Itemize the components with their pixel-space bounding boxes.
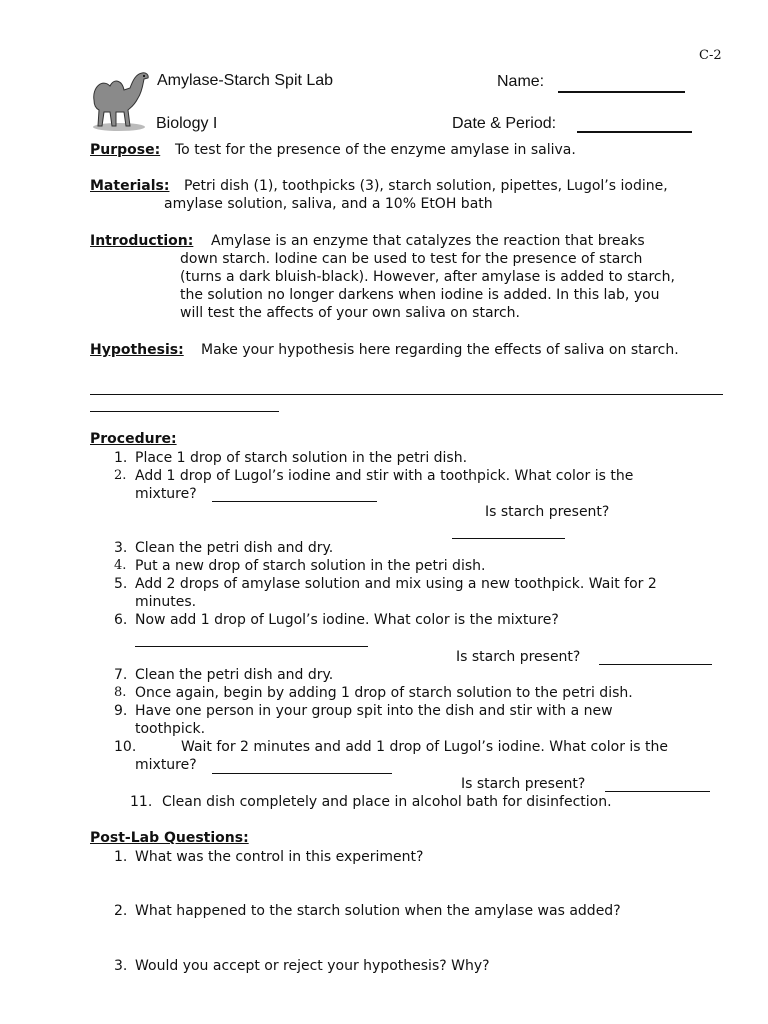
purpose-text: To test for the presence of the enzyme amylase in saliva. — [175, 142, 576, 158]
introduction-line-5: will test the affects of your own saliva on starch. — [180, 305, 520, 321]
step-number: 7. — [114, 667, 128, 683]
color-answer-blank-1[interactable] — [212, 501, 377, 502]
step-text-continued: mixture? — [135, 486, 197, 502]
step-number: 2. — [114, 468, 127, 483]
step-number: 1. — [114, 450, 128, 466]
color-answer-blank-2[interactable] — [135, 646, 368, 647]
starch-answer-blank-2[interactable] — [599, 664, 712, 665]
name-label: Name: — [497, 73, 545, 90]
step-text: Wait for 2 minutes and add 1 drop of Lugol’s iodine. What color is the — [181, 739, 669, 755]
step-number: 11. — [130, 794, 153, 810]
date-period-label: Date & Period: — [452, 115, 557, 132]
starch-present-question: Is starch present? — [485, 504, 610, 520]
question-text: What happened to the starch solution when the amylase was added? — [135, 903, 621, 919]
step-number: 10. — [114, 739, 137, 755]
step-number: 9. — [114, 703, 128, 719]
question-number: 2. — [114, 903, 128, 919]
worksheet-title: Amylase-Starch Spit Lab — [157, 72, 334, 89]
introduction-label: Introduction: — [90, 233, 194, 249]
step-number: 6. — [114, 612, 128, 628]
step-text: Have one person in your group spit into the dish and stir with a new — [135, 703, 613, 719]
starch-answer-blank-1[interactable] — [452, 538, 565, 539]
question-number: 3. — [114, 958, 128, 974]
step-number: 3. — [114, 540, 128, 556]
step-text: Clean dish completely and place in alcohol bath for disinfection. — [162, 794, 612, 810]
camel-icon — [86, 66, 156, 132]
materials-text-line-1: Petri dish (1), toothpicks (3), starch solution, pipettes, Lugol’s iodine, — [184, 178, 668, 194]
introduction-line-1: Amylase is an enzyme that catalyzes the reaction that breaks — [211, 233, 645, 249]
color-answer-blank-3[interactable] — [212, 773, 392, 774]
step-number: 8. — [114, 685, 127, 700]
materials-text-line-2: amylase solution, saliva, and a 10% EtOH bath — [164, 196, 493, 212]
procedure-label: Procedure: — [90, 431, 177, 447]
hypothesis-text: Make your hypothesis here regarding the effects of saliva on starch. — [201, 342, 679, 358]
post-lab-label: Post-Lab Questions: — [90, 830, 249, 846]
step-text: Add 1 drop of Lugol’s iodine and stir with a toothpick. What color is the — [135, 468, 634, 484]
step-text-continued: toothpick. — [135, 721, 206, 737]
name-blank[interactable] — [558, 91, 685, 93]
page-code: C-2 — [699, 48, 722, 63]
hypothesis-answer-line-1[interactable] — [90, 394, 723, 395]
step-text: Place 1 drop of starch solution in the petri dish. — [135, 450, 468, 466]
starch-present-question: Is starch present? — [461, 776, 586, 792]
hypothesis-answer-line-2[interactable] — [90, 411, 279, 412]
step-number: 5. — [114, 576, 128, 592]
starch-present-question: Is starch present? — [456, 649, 581, 665]
step-text: Clean the petri dish and dry. — [135, 540, 334, 556]
introduction-line-4: the solution no longer darkens when iodine is added. In this lab, you — [180, 287, 660, 303]
hypothesis-label: Hypothesis: — [90, 342, 184, 358]
step-text: Put a new drop of starch solution in the petri dish. — [135, 558, 486, 574]
date-period-blank[interactable] — [577, 131, 692, 133]
step-text-continued: mixture? — [135, 757, 197, 773]
step-text: Once again, begin by adding 1 drop of starch solution to the petri dish. — [135, 685, 633, 701]
course-name: Biology I — [156, 115, 218, 132]
step-text: Add 2 drops of amylase solution and mix using a new toothpick. Wait for 2 — [135, 576, 657, 592]
introduction-line-3: (turns a dark bluish-black). However, after amylase is added to starch, — [180, 269, 675, 285]
materials-label: Materials: — [90, 178, 170, 194]
purpose-label: Purpose: — [90, 142, 161, 158]
step-text-continued: minutes. — [135, 594, 197, 610]
question-number: 1. — [114, 849, 128, 865]
step-number: 4. — [114, 558, 127, 573]
step-text: Now add 1 drop of Lugol’s iodine. What color is the mixture? — [135, 612, 559, 628]
question-text: What was the control in this experiment? — [135, 849, 424, 865]
step-text: Clean the petri dish and dry. — [135, 667, 334, 683]
question-text: Would you accept or reject your hypothesis? Why? — [135, 958, 490, 974]
starch-answer-blank-3[interactable] — [605, 791, 710, 792]
introduction-line-2: down starch. Iodine can be used to test for the presence of starch — [180, 251, 643, 267]
